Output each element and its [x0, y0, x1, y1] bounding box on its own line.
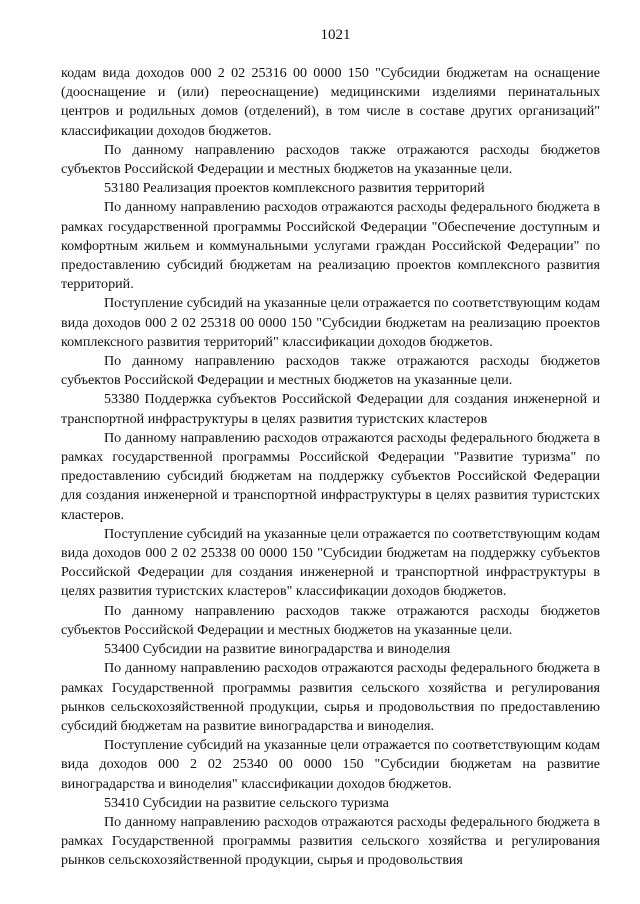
- paragraph: По данному направлению расходов также отражаются расходы бюджетов субъектов Российской Федерации и местных бюджетов на указанные цели.: [61, 141, 600, 178]
- paragraph: 53410 Субсидии на развитие сельского туризма: [104, 794, 389, 811]
- paragraph: кодам вида доходов 000 2 02 25316 00 0000 150 "Субсидии бюджетам на оснащение (дооснащение и (или) переоснащение) медицинскими изделиями перинатальных центров и родильных домов (отделений), в том числе в составе других организаций" классификации доходов бюджетов.: [61, 65, 600, 139]
- paragraph: По данному направлению расходов отражаются расходы федерального бюджета в рамках государственной программы Российской Федерации "Обеспечение доступным и комфортным жильем и коммунальными услугами граждан Российской Федерации" по предоставлению субсидий бюджетам на реализацию проектов комплексного развития территорий.: [61, 199, 600, 293]
- paragraph: По данному направлению расходов также отражаются расходы бюджетов субъектов Российской Федерации и местных бюджетов на указанные цели.: [61, 602, 600, 638]
- page-number: 1021: [320, 27, 351, 43]
- document-body: [61, 64, 600, 871]
- paragraph: По данному направлению расходов отражаются расходы федерального бюджета в рамках Государственной программы развития сельского хозяйства и регулирования рынков сельскохозяйственной продукции, сырья и продовольствия по предоставлению субсидий бюджетам на развитие виноградарства и виноделия.: [61, 660, 600, 734]
- paragraph: Поступление субсидий на указанные цели отражается по соответствующим кодам вида доходов 000 2 02 25338 00 0000 150 "Субсидии бюджетам на поддержку субъектов Российской Федерации для создания инженерной и транспортной инфраструктуры в целях развития туристских кластеров" классификации доходов бюджетов.: [61, 525, 600, 600]
- paragraph: 53400 Субсидии на развитие виноградарства и виноделия: [104, 641, 451, 658]
- paragraph: По данному направлению расходов отражаются расходы федерального бюджета в рамках Государственной программы развития сельского хозяйства и регулирования рынков сельскохозяйственной продукции, сырья и продовольствия: [61, 813, 600, 869]
- paragraph: Поступление субсидий на указанные цели отражается по соответствующим кодам вида доходов 000 2 02 25340 00 0000 150 "Субсидии бюджетам на развитие виноградарства и виноделия" классификации доходов бюджетов.: [61, 737, 600, 792]
- paragraph: Поступление субсидий на указанные цели отражается по соответствующим кодам вида доходов 000 2 02 25318 00 0000 150 "Субсидии бюджетам на реализацию проектов комплексного развития территорий" классификации доходов бюджетов.: [61, 295, 600, 350]
- paragraph: 53180 Реализация проектов комплексного развития территорий: [104, 180, 485, 197]
- paragraph: По данному направлению расходов отражаются расходы федерального бюджета в рамках государственной программы Российской Федерации "Развитие туризма" по предоставлению субсидий бюджетам на поддержку субъектов Российской Федерации для создания инженерной и транспортной инфраструктуры в целях развития туристских кластеров.: [61, 429, 600, 523]
- paragraph: 53380 Поддержка субъектов Российской Федерации для создания инженерной и транспортной инфраструктуры в целях развития туристских кластеров: [61, 391, 600, 427]
- paragraph: По данному направлению расходов также отражаются расходы бюджетов субъектов Российской Федерации и местных бюджетов на указанные цели.: [61, 353, 600, 389]
